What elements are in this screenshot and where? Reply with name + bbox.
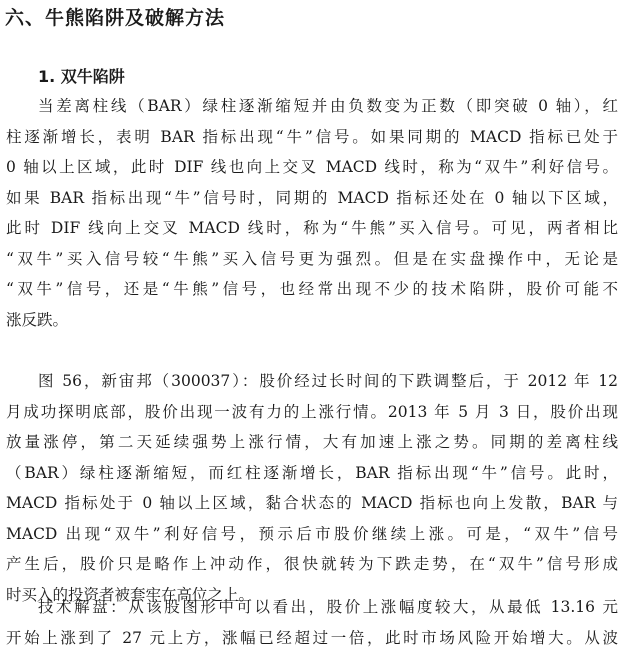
text-line: 开始上涨到了 27 元上方，涨幅已经超过一倍，此时市场风险开始增大。从波 [6,623,618,653]
text-line: MACD 指标处于 0 轴以上区域，黏合状态的 MACD 指标也向上发散，BAR 与 [6,488,618,519]
text-line: “双牛”信号，还是“牛熊”信号，也经常出现不少的技术陷阱，股价可能不 [6,274,618,305]
text-line: 如果 BAR 指标出现“牛”信号时，同期的 MACD 指标还处在 0 轴以下区域， [6,183,618,214]
paragraph-double-bull-definition [6,91,618,335]
text-line: （BAR）绿柱逐渐缩短，而红柱逐渐增长，BAR 指标出现“牛”信号。此时， [6,458,618,489]
section-title: 六、牛熊陷阱及破解方法 [5,4,225,32]
text-line: 图 56，新宙邦（300037）：股价经过长时间的下跌调整后，于 2012 年 12 [6,366,618,397]
text-line: 涨反跌。 [6,305,618,336]
text-line: 技术解盘：从该股图形中可以看出，股价上涨幅度较大，从最低 13.16 元 [6,592,618,623]
text-line: MACD 出现“双牛”利好信号，预示后市股价继续上涨。可是，“双牛”信号 [6,519,618,550]
text-line: “双牛”买入信号较“牛熊”买入信号更为强烈。但是在实盘操作中，无论是 [6,244,618,275]
text-line: 0 轴以上区域，此时 DIF 线也向上交叉 MACD 线时，称为“双牛”利好信号。 [6,152,618,183]
subsection-title: 1. 双牛陷阱 [38,64,125,90]
text-line: 此时 DIF 线向上交叉 MACD 线时，称为“牛熊”买入信号。可见，两者相比 [6,213,618,244]
text-line: 放量涨停，第二天延续强势上涨行情，大有加速上涨之势。同期的差离柱线 [6,427,618,458]
text-line: 当差离柱线（BAR）绿柱逐渐缩短并由负数变为正数（即突破 0 轴），红 [6,91,618,122]
text-line: 月成功探明底部，股价出现一波有力的上涨行情。2013 年 5 月 3 日，股价出现 [6,397,618,428]
text-line: 柱逐渐增长，表明 BAR 指标出现“牛”信号。如果同期的 MACD 指标已处于 [6,122,618,153]
paragraph-example-figure-56 [6,366,618,610]
text-line: 产生后，股价只是略作上冲动作，很快就转为下跌走势，在“双牛”信号形成 [6,549,618,580]
paragraph-technical-analysis [6,592,618,653]
text-line: 时买入的投资者被套牢在高位之上。 [6,580,618,611]
